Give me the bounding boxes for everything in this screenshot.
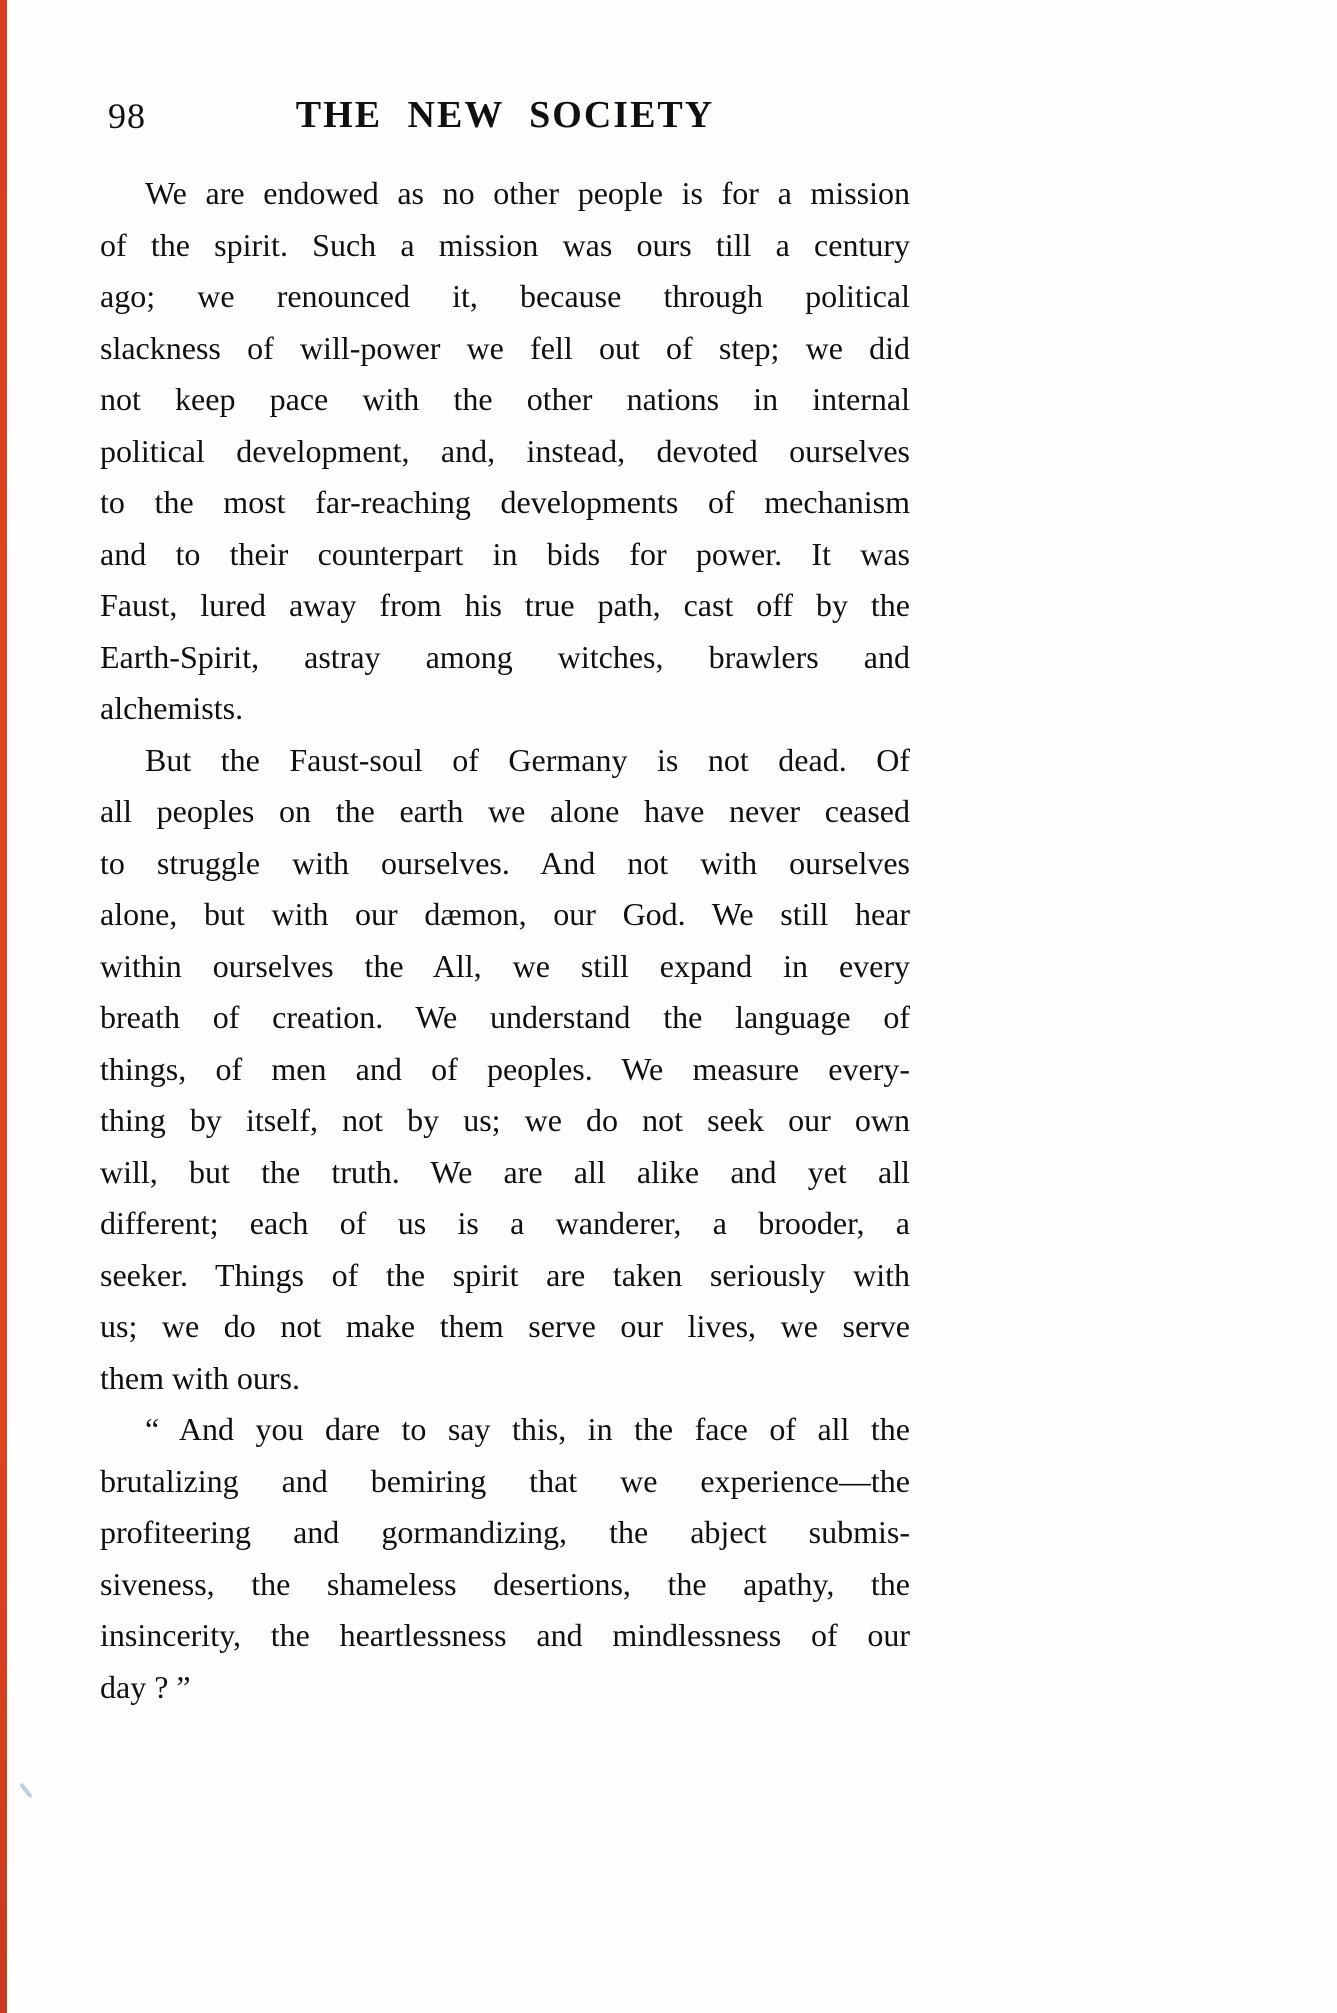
- text-line: Faust, lured away from his true path, cast off by the: [100, 587, 910, 623]
- text-line: not keep pace with the other nations in internal: [100, 381, 910, 417]
- text-line: day ? ”: [100, 1668, 191, 1705]
- text-line: alone, but with our dæmon, our God. We still hear: [100, 896, 910, 932]
- text-line: brutalizing and bemiring that we experience—the: [100, 1462, 910, 1499]
- paragraph: [100, 735, 910, 1405]
- page-number: 98: [108, 96, 146, 136]
- scan-edge-artifact: [0, 0, 7, 2013]
- text-line: insincerity, the heartlessness and mindlessness of our: [100, 1617, 910, 1653]
- text-line: will, but the truth. We are all alike and yet all: [100, 1153, 910, 1190]
- paragraph: [100, 168, 910, 735]
- text-line: siveness, the shameless desertions, the apathy, the: [100, 1565, 910, 1602]
- text-line: Earth-Spirit, astray among witches, brawlers and: [100, 638, 910, 675]
- text-line: different; each of us is a wanderer, a brooder, a: [100, 1205, 910, 1241]
- text-line: of the spirit. Such a mission was ours till a century: [100, 226, 910, 263]
- text-line: things, of men and of peoples. We measure every-: [100, 1050, 910, 1087]
- text-line: We are endowed as no other people is for a mission: [145, 175, 910, 211]
- text-line: seeker. Things of the spirit are taken seriously with: [100, 1256, 910, 1293]
- text-line: political development, and, instead, devoted ourselves: [100, 432, 910, 469]
- running-head: [100, 96, 910, 144]
- text-block: [100, 168, 910, 1713]
- text-line: to struggle with ourselves. And not with ourselves: [100, 844, 910, 881]
- text-line: within ourselves the All, we still expand in every: [100, 947, 910, 984]
- text-line: alchemists.: [100, 690, 244, 726]
- text-line: profiteering and gormandizing, the abject submis-: [100, 1514, 910, 1550]
- text-line: thing by itself, not by us; we do not seek our own: [100, 1102, 910, 1138]
- text-line: “ And you dare to say this, in the face of all the: [145, 1411, 910, 1447]
- text-line: But the Faust-soul of Germany is not dead. Of: [145, 741, 910, 778]
- page-title: THE NEW SOCIETY: [295, 94, 715, 136]
- paragraph: [100, 1404, 910, 1713]
- pen-mark-artifact: [19, 1783, 33, 1799]
- text-line: breath of creation. We understand the language of: [100, 999, 910, 1035]
- text-line: ago; we renounced it, because through political: [100, 278, 910, 314]
- text-line: us; we do not make them serve our lives, we serve: [100, 1308, 910, 1344]
- text-line: slackness of will-power we fell out of step; we did: [100, 329, 910, 366]
- text-line: to the most far-reaching developments of mechanism: [100, 484, 910, 520]
- text-line: all peoples on the earth we alone have never ceased: [100, 793, 910, 829]
- text-line: and to their counterpart in bids for power. It was: [100, 535, 910, 572]
- text-line: them with ours.: [100, 1359, 300, 1396]
